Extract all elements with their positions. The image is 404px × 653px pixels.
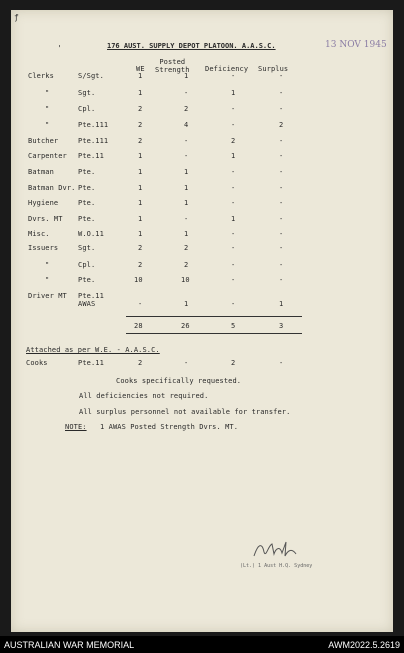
table-cell-posted: - — [184, 137, 189, 145]
table-cell-we: 2 — [138, 244, 143, 252]
table-cell-def: 1 — [231, 89, 236, 97]
table-cell-trade: " — [45, 276, 50, 284]
corner-mark: ƒ — [14, 13, 19, 22]
table-cell-posted: 2 — [184, 105, 189, 113]
table-cell-rank: Sgt. — [78, 244, 96, 252]
table-cell-we: 1 — [138, 152, 143, 160]
table-cell-posted: 10 — [181, 276, 190, 284]
table-cell-sur: - — [279, 230, 284, 238]
table-cell-we: 2 — [138, 137, 143, 145]
note-line-3: All surplus personnel not available for transfer. — [79, 408, 291, 416]
table-cell-def: 1 — [231, 152, 236, 160]
table-cell-def: 2 — [231, 137, 236, 145]
table-cell-trade: Misc. — [28, 230, 50, 238]
table-cell-trade: " — [45, 121, 50, 129]
table-cell-def: - — [231, 184, 236, 192]
table-cell-rank: S/Sgt. — [78, 72, 104, 80]
table-cell-we: 1 — [138, 215, 143, 223]
table-cell-rank: Pte.11 — [78, 152, 104, 160]
table-cell-rank: Pte.111 — [78, 121, 109, 129]
table-cell-def: - — [231, 199, 236, 207]
table-cell-posted: - — [184, 215, 189, 223]
table-cell-posted: 2 — [184, 244, 189, 252]
table-cell-trade: " — [45, 89, 50, 97]
table-cell-posted: - — [184, 89, 189, 97]
signature-image — [250, 538, 310, 562]
table-cell-we: 2 — [138, 261, 143, 269]
date-stamp: 13 NOV 1945 — [325, 40, 387, 50]
attached-surplus: - — [279, 359, 284, 367]
table-cell-sur: - — [279, 105, 284, 113]
document-page — [11, 10, 393, 632]
table-cell-sur: - — [279, 72, 284, 80]
total-deficiency: 5 — [231, 322, 236, 330]
table-cell-sur: - — [279, 184, 284, 192]
table-cell-def: - — [231, 72, 236, 80]
table-cell-posted: 2 — [184, 261, 189, 269]
table-cell-def: - — [231, 244, 236, 252]
table-cell-rank: W.O.11 — [78, 230, 104, 238]
table-cell-posted: 1 — [184, 230, 189, 238]
table-cell-we: 2 — [138, 105, 143, 113]
table-cell-we: 2 — [138, 121, 143, 129]
table-cell-trade: Butcher — [28, 137, 59, 145]
table-cell-sur: - — [279, 89, 284, 97]
table-cell-def: - — [231, 276, 236, 284]
table-cell-posted: 4 — [184, 121, 189, 129]
table-cell-sur: - — [279, 276, 284, 284]
table-cell-sur: - — [279, 137, 284, 145]
table-cell-rank: Cpl. — [78, 105, 96, 113]
col-header-posted: Posted Strength — [155, 58, 190, 74]
table-cell-def: - — [231, 168, 236, 176]
table-cell-rank: Pte. — [78, 199, 96, 207]
table-cell-trade: Issuers — [28, 244, 59, 252]
attached-posted: - — [184, 359, 189, 367]
document-title: 176 AUST. SUPPLY DEPOT PLATOON. A.A.S.C. — [107, 42, 276, 50]
table-cell-rank: Pte.11 AWAS — [78, 292, 104, 308]
table-cell-def: - — [231, 105, 236, 113]
col-header-we: WE — [136, 65, 145, 73]
attached-trade: Cooks — [26, 359, 48, 367]
table-cell-rank: Pte. — [78, 168, 96, 176]
table-cell-we: 1 — [138, 72, 143, 80]
total-we: 28 — [134, 322, 143, 330]
table-cell-trade: Batman — [28, 168, 54, 176]
table-cell-sur: - — [279, 261, 284, 269]
total-surplus: 3 — [279, 322, 284, 330]
table-cell-trade: Batman Dvr. — [28, 184, 76, 192]
table-cell-rank: Pte. — [78, 184, 96, 192]
total-rule-bottom — [126, 333, 302, 334]
table-cell-sur: 2 — [279, 121, 284, 129]
table-cell-trade: Clerks — [28, 72, 54, 80]
table-cell-we: 1 — [138, 89, 143, 97]
table-cell-trade: " — [45, 105, 50, 113]
table-cell-trade: Hygiene — [28, 199, 59, 207]
table-cell-rank: Sgt. — [78, 89, 96, 97]
table-cell-sur: - — [279, 152, 284, 160]
table-cell-posted: 1 — [184, 199, 189, 207]
table-cell-def: - — [231, 121, 236, 129]
table-cell-posted: 1 — [184, 184, 189, 192]
table-cell-posted: 1 — [184, 300, 189, 308]
table-cell-we: 1 — [138, 168, 143, 176]
table-cell-trade: Dvrs. MT — [28, 215, 63, 223]
note-text: 1 AWAS Posted Strength Dvrs. MT. — [100, 423, 239, 431]
table-cell-sur: - — [279, 215, 284, 223]
attached-heading: Attached as per W.E. - A.A.S.C. — [26, 346, 160, 354]
col-header-surplus: Surplus — [258, 65, 289, 73]
table-cell-we: 1 — [138, 184, 143, 192]
note-line-1: Cooks specifically requested. — [116, 377, 242, 385]
table-cell-sur: 1 — [279, 300, 284, 308]
table-cell-sur: - — [279, 168, 284, 176]
table-cell-trade: Driver MT — [28, 292, 67, 300]
col-header-deficiency: Deficiency — [205, 65, 249, 73]
table-cell-we: - — [138, 300, 143, 308]
attached-deficiency: 2 — [231, 359, 236, 367]
table-cell-we: 1 — [138, 230, 143, 238]
table-cell-def: - — [231, 230, 236, 238]
attached-we: 2 — [138, 359, 143, 367]
signature-caption: (Lt.) 1 Aust H.Q. Sydney — [240, 563, 313, 569]
note-label: NOTE: — [65, 423, 87, 431]
table-cell-we: 1 — [138, 199, 143, 207]
note-line-2: All deficiencies not required. — [79, 392, 209, 400]
table-cell-def: 1 — [231, 215, 236, 223]
footer-institution: AUSTRALIAN WAR MEMORIAL — [4, 640, 135, 650]
table-cell-sur: - — [279, 244, 284, 252]
table-cell-rank: Pte. — [78, 276, 96, 284]
table-cell-def: - — [231, 300, 236, 308]
table-cell-def: - — [231, 261, 236, 269]
table-cell-posted: - — [184, 152, 189, 160]
archive-footer — [0, 636, 404, 653]
tick-mark: ' — [57, 44, 62, 53]
total-rule-top — [126, 316, 302, 317]
attached-rank: Pte.11 — [78, 359, 104, 367]
total-posted: 26 — [181, 322, 190, 330]
table-cell-rank: Pte.111 — [78, 137, 109, 145]
table-cell-posted: 1 — [184, 168, 189, 176]
table-cell-we: 10 — [134, 276, 143, 284]
table-cell-trade: Carpenter — [28, 152, 67, 160]
table-cell-rank: Pte. — [78, 215, 96, 223]
table-cell-rank: Cpl. — [78, 261, 96, 269]
table-cell-sur: - — [279, 199, 284, 207]
table-cell-trade: " — [45, 261, 50, 269]
table-cell-posted: 1 — [184, 72, 189, 80]
footer-accession: AWM2022.5.2619 — [328, 640, 400, 650]
